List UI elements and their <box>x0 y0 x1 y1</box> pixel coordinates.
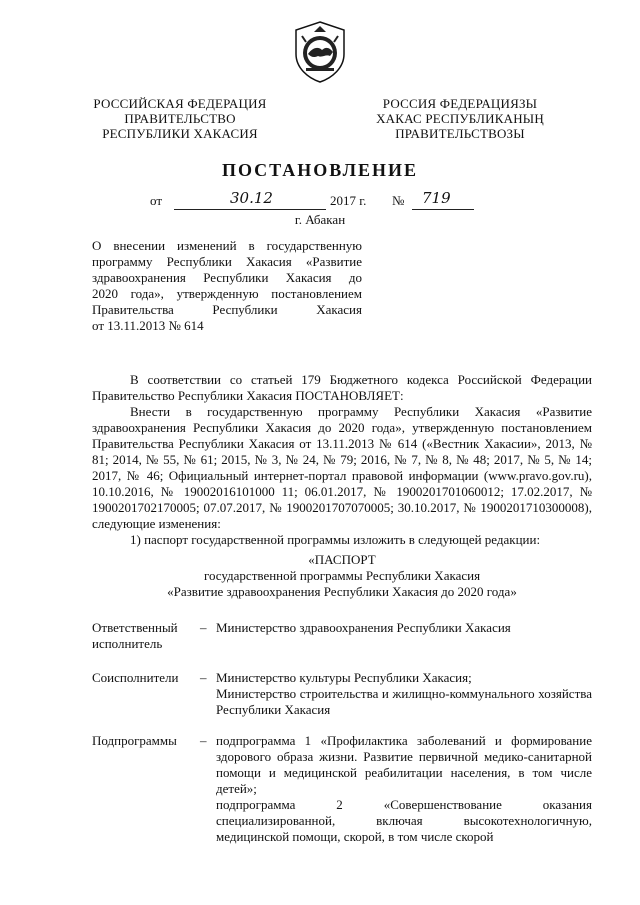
document-page: РОССИЙСКАЯ ФЕДЕРАЦИЯ ПРАВИТЕЛЬСТВО РЕСПУБЛИКИ ХАКАСИЯ РОССИЯ ФЕДЕРАЦИЯЗЫ ХАКАС РЕСПУБЛИКАНЫҢ ПРАВИТЕЛЬСТВОЗЫ ПОСТАНОВЛЕНИЕ от 30.12 2017 г. № 719 г. Абакан О внесении изменений в государственную программу Республики Хакасия «Развитие здравоохранения Республики Хакасия до 2020 года», утвержденную постановлением Правительства Республики Хакасия от 13.11.2013 № 614 В соответствии со статьей 179 Бюджетного кодекса Российской Федерации Правительство Республики Хакасия ПОСТАНОВЛЯЕТ: Внести в государственную программу Республики Хакасия «Развитие здравоохранения Республики Хакасия до 2020 года», утвержденную постановлением Правительства Республики Хакасия от 13.11.2013 № 614 («Вестник Хакасии», 2013, № 81; 2014, № 55, № 61; 2015, № 3, № 24, № 79; 2016, № 7, № 8, № 48; 2017, № 5, № 14; 2017, № 46; Официальный интернет-портал правовой информации (www.pravo.gov.ru), 10.10.2016, № 19002016101000 11; 06.01.2017, № 1900201701060012; 17.02.2017, № 1900201702170005; 07.07.2017, № 1900201707070005; 30.10.2017, № 1900201710300008), следующие изменения: 1) паспорт государственной программы изложить в следующей редакции: «ПАСПОРТ государственной программы Республики Хакасия «Развитие здравоохранения Республики Хакасия до 2020 года» Ответственный исполнитель – Министерство здравоохранения Республики Хакасия Соисполнители – Министерство культуры Республики Хакасия; Министерство строительства и жилищно-коммунального хозяйства Республики Хакасия Подпрограммы – подпрограмма 1 «Профилактика заболеваний и формирование здорового образа жизни. Развитие первичной медико-санитарной помощи и медицинской реабилитации населения, в том числе детей»; подпрограмма 2 «Совершенствование оказания специализированной, включая высокотехнологичную, медицинской помощи, скорой, в том числе скорой <box>0 0 640 905</box>
number-underline <box>412 209 474 210</box>
body-text <box>92 372 592 548</box>
header-right-khakas: РОССИЯ ФЕДЕРАЦИЯЗЫ ХАКАС РЕСПУБЛИКАНЫҢ ПРАВИТЕЛЬСТВОЗЫ <box>376 96 544 141</box>
city: г. Абакан <box>294 212 346 227</box>
coat-of-arms-emblem <box>292 20 348 84</box>
passport-heading: «ПАСПОРТ государственной программы Республики Хакасия «Развитие здравоохранения Республики Хакасия до 2020 года» <box>167 552 517 599</box>
year-label: 2017 г. <box>330 193 367 208</box>
from-label: от <box>150 193 163 208</box>
date-underline <box>174 209 326 210</box>
document-title: ПОСТАНОВЛЕНИЕ <box>221 160 419 180</box>
paragraph-item-1: 1) паспорт государственной программы изложить в следующей редакции: <box>130 532 541 547</box>
paragraph-amendment: Внести в государственную программу Республики Хакасия «Развитие здравоохранения Республики Хакасия до 2020 года», утвержденную постановлением Правительства Республики Хакасия от 13.11.2013 № 614 («Вестник Хакасии», 2013, № 81; 2014, № 55, № 61; 2015, № 3, № 24, № 79; 2016, № 7, № 8, № 48; 2017, № 5, № 14; 2017, № 46; Официальный интернет-портал правовой информации (www.pravo.gov.ru), 10.10.2016, № 19002016101000 11; 06.01.2017, № 1900201701060012; 17.02.2017, № 1900201702170005; 07.07.2017, № 1900201707070005; 30.10.2017, № 1900201710300008), следующие изменения: <box>92 404 592 531</box>
handwritten-number: 719 <box>422 189 451 207</box>
date-number-line <box>150 189 510 213</box>
paragraph-basis: В соответствии со статьей 179 Бюджетного кодекса Российской Федерации Правительство Республики Хакасия ПОСТАНОВЛЯЕТ: <box>92 372 592 403</box>
handwritten-date: 30.12 <box>230 189 273 207</box>
subject-heading: О внесении изменений в государственную программу Республики Хакасия «Развитие здравоохранения Республики Хакасия до 2020 года», утвержденную постановлением Правительства Республики Хакасия от 13.11.2013 № 614 <box>92 238 362 333</box>
header-left-russian: РОССИЙСКАЯ ФЕДЕРАЦИЯ ПРАВИТЕЛЬСТВО РЕСПУБЛИКИ ХАКАСИЯ <box>93 96 267 141</box>
number-label: № <box>392 193 405 208</box>
